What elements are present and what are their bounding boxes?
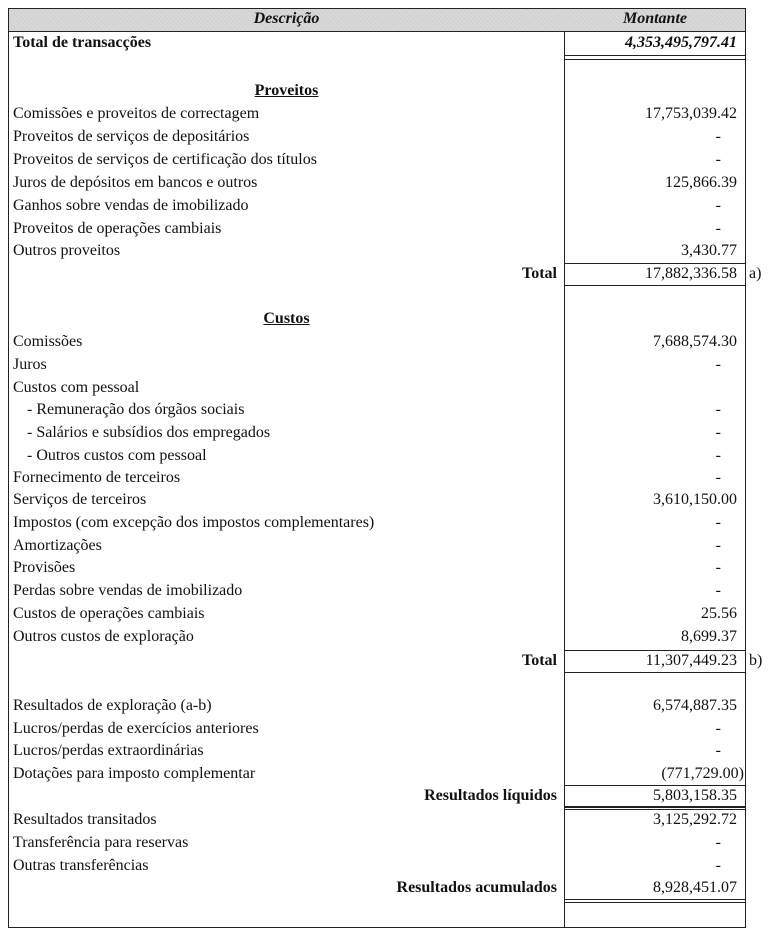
table-row xyxy=(9,126,745,148)
table-row xyxy=(9,240,745,262)
row-amount: - xyxy=(715,720,721,737)
table-row xyxy=(9,718,745,740)
table-row xyxy=(9,195,745,217)
note-b: b) xyxy=(749,652,763,669)
table-row xyxy=(9,467,745,489)
row-amount: - xyxy=(715,220,721,237)
resultados-liquidos-label: Resultados líquidos xyxy=(424,787,557,804)
header-description: Descrição xyxy=(253,10,320,27)
row-label: Amortizações xyxy=(13,537,102,554)
row-label: Comissões xyxy=(13,333,83,350)
row-amount: - xyxy=(715,424,721,441)
row-label: Outras transferências xyxy=(13,857,149,874)
table-row xyxy=(9,580,745,602)
row-amount: - xyxy=(715,582,721,599)
custos-total-label: Total xyxy=(522,652,557,669)
row-label: Impostos (com excepção dos impostos complementares) xyxy=(13,514,375,531)
row-amount: - xyxy=(715,559,721,576)
row-label: Proveitos de serviços de certificação dos títulos xyxy=(13,151,317,168)
row-amount: - xyxy=(715,742,721,759)
row-label: Lucros/perdas extraordinárias xyxy=(13,742,204,759)
row-label: Outros custos de exploração xyxy=(13,628,194,645)
table-row xyxy=(9,832,745,854)
row-amount: 3,430.77 xyxy=(681,242,737,259)
row-amount: - xyxy=(715,537,721,554)
row-amount: 125,866.39 xyxy=(665,174,737,191)
row-label: Proveitos de serviços de depositários xyxy=(13,128,250,145)
resultados-liquidos-row xyxy=(9,785,745,807)
proveitos-total-label: Total xyxy=(522,265,557,282)
table-row xyxy=(9,172,745,194)
row-amount: - xyxy=(715,151,721,168)
section-title-custos: Custos xyxy=(263,310,310,327)
table-row xyxy=(9,535,745,557)
row-label: Provisões xyxy=(13,559,76,576)
row-label: Dotações para imposto complementar xyxy=(13,765,256,782)
row-label: Resultados de exploração (a-b) xyxy=(13,697,212,714)
row-label: Juros de depósitos em bancos e outros xyxy=(13,174,258,191)
table-row xyxy=(9,331,745,353)
double-rule xyxy=(564,899,745,903)
row-label: Juros xyxy=(13,356,47,373)
proveitos-total-amount: 17,882,336.58 xyxy=(645,265,737,282)
table-row xyxy=(9,149,745,171)
row-amount: - xyxy=(715,401,721,418)
table-row xyxy=(9,763,745,785)
row-label: - Outros custos com pessoal xyxy=(27,447,207,464)
row-label: Custos de operações cambiais xyxy=(13,605,205,622)
resultados-liquidos-amount: 5,803,158.35 xyxy=(653,787,737,804)
row-label: Outros proveitos xyxy=(13,242,121,259)
row-amount: - xyxy=(715,514,721,531)
row-label: Perdas sobre vendas de imobilizado xyxy=(13,582,243,599)
table-row xyxy=(9,489,745,511)
total-transactions-row xyxy=(9,32,745,54)
row-amount: 8,699.37 xyxy=(681,628,737,645)
income-statement-table xyxy=(8,8,746,928)
row-label: Serviços de terceiros xyxy=(13,491,147,508)
table-row xyxy=(9,445,745,467)
table-row xyxy=(9,512,745,534)
table-row xyxy=(9,399,745,421)
row-label: Fornecimento de terceiros xyxy=(13,469,181,486)
row-label: Transferência para reservas xyxy=(13,834,189,851)
table-row xyxy=(9,103,745,125)
resultados-acumulados-label: Resultados acumulados xyxy=(396,879,557,896)
row-amount: 7,688,574.30 xyxy=(653,333,737,350)
total-transactions-label: Total de transacções xyxy=(13,34,152,51)
row-amount: - xyxy=(715,197,721,214)
table-row xyxy=(9,377,745,399)
table-row xyxy=(9,855,745,877)
row-amount: 25.56 xyxy=(701,605,737,622)
row-label: Custos com pessoal xyxy=(13,379,140,396)
row-amount: - xyxy=(715,447,721,464)
row-label: Proveitos de operações cambiais xyxy=(13,220,222,237)
row-amount: - xyxy=(715,834,721,851)
table-row xyxy=(9,626,745,648)
table-row xyxy=(9,603,745,625)
row-amount: - xyxy=(715,356,721,373)
row-label: Ganhos sobre vendas de imobilizado xyxy=(13,197,249,214)
header-amount: Montante xyxy=(622,10,687,27)
table-row xyxy=(9,740,745,762)
row-amount: - xyxy=(715,469,721,486)
double-rule xyxy=(564,55,745,60)
row-amount: 17,753,039.42 xyxy=(645,105,737,122)
row-amount: - xyxy=(715,128,721,145)
row-label: - Salários e subsídios dos empregados xyxy=(27,424,271,441)
table-row xyxy=(9,695,745,717)
table-row xyxy=(9,809,745,831)
note-a: a) xyxy=(749,265,762,282)
proveitos-total-row xyxy=(9,263,745,285)
custos-total-amount: 11,307,449.23 xyxy=(645,652,737,669)
row-amount: (771,729.00) xyxy=(661,765,744,782)
table-header xyxy=(9,9,745,32)
row-label: Lucros/perdas de exercícios anteriores xyxy=(13,720,259,737)
table-row xyxy=(9,354,745,376)
row-amount: 3,125,292.72 xyxy=(653,811,737,828)
table-row xyxy=(9,557,745,579)
row-amount: 3,610,150.00 xyxy=(653,491,737,508)
resultados-acumulados-row xyxy=(9,877,745,899)
row-amount: - xyxy=(715,857,721,874)
table-row xyxy=(9,422,745,444)
resultados-acumulados-amount: 8,928,451.07 xyxy=(653,879,737,896)
row-amount: 6,574,887.35 xyxy=(653,697,737,714)
row-label: Resultados transitados xyxy=(13,811,157,828)
row-label: - Remuneração dos órgãos sociais xyxy=(27,401,245,418)
row-label: Comissões e proveitos de correctagem xyxy=(13,105,260,122)
table-row xyxy=(9,218,745,240)
section-title-proveitos: Proveitos xyxy=(254,82,319,99)
total-transactions-amount: 4,353,495,797.41 xyxy=(625,34,737,51)
custos-total-row xyxy=(9,650,745,672)
